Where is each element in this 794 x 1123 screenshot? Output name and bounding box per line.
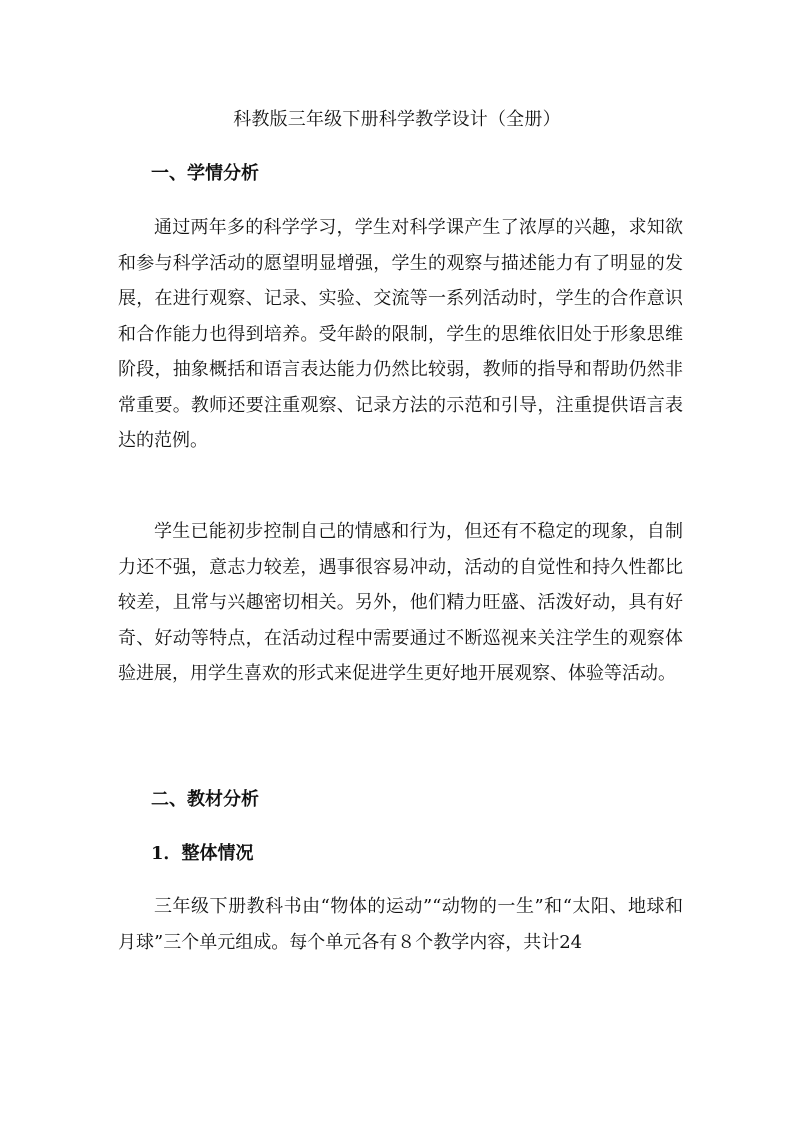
paragraph-learning-analysis-1: 通过两年多的科学学习，学生对科学课产生了浓厚的兴趣，求知欲和参与科学活动的愿望明显增强，学生的观察与描述能力有了明显的发展，在进行观察、记录、实验、交流等一系列活动时，学生的合作意识和合作能力也得到培养。受年龄的限制，学生的思维依旧处于形象思维阶段，抽象概括和语言表达能力仍然比较弱，教师的指导和帮助仍然非常重要。教师还要注重观察、记录方法的示范和引导，注重提供语言表达的范例。 bbox=[118, 217, 683, 451]
subheading-overall-situation: 1．整体情况 bbox=[151, 843, 254, 864]
document-title: 科教版三年级下册科学教学设计（全册） bbox=[233, 109, 561, 130]
section-heading-textbook-analysis: 二、教材分析 bbox=[151, 789, 259, 810]
section-heading-learning-analysis: 一、学情分析 bbox=[151, 163, 259, 184]
paragraph-learning-analysis-2: 学生已能初步控制自己的情感和行为，但还有不稳定的现象，自制力还不强，意志力较差，遇事很容易冲动，活动的自觉性和持久性都比较差，且常与兴趣密切相关。另外，他们精力旺盛、活泼好动，具有好奇、好动等特点，在活动过程中需要通过不断巡视来关注学生的观察体验进展，用学生喜欢的形式来促进学生更好地开展观察、体验等活动。 bbox=[118, 521, 683, 684]
paragraph-overall-situation: 三年级下册教科书由“物体的运动”“动物的一生”和“太阳、地球和月球”三个单元组成。每个单元各有８个教学内容，共计24 bbox=[118, 896, 683, 953]
